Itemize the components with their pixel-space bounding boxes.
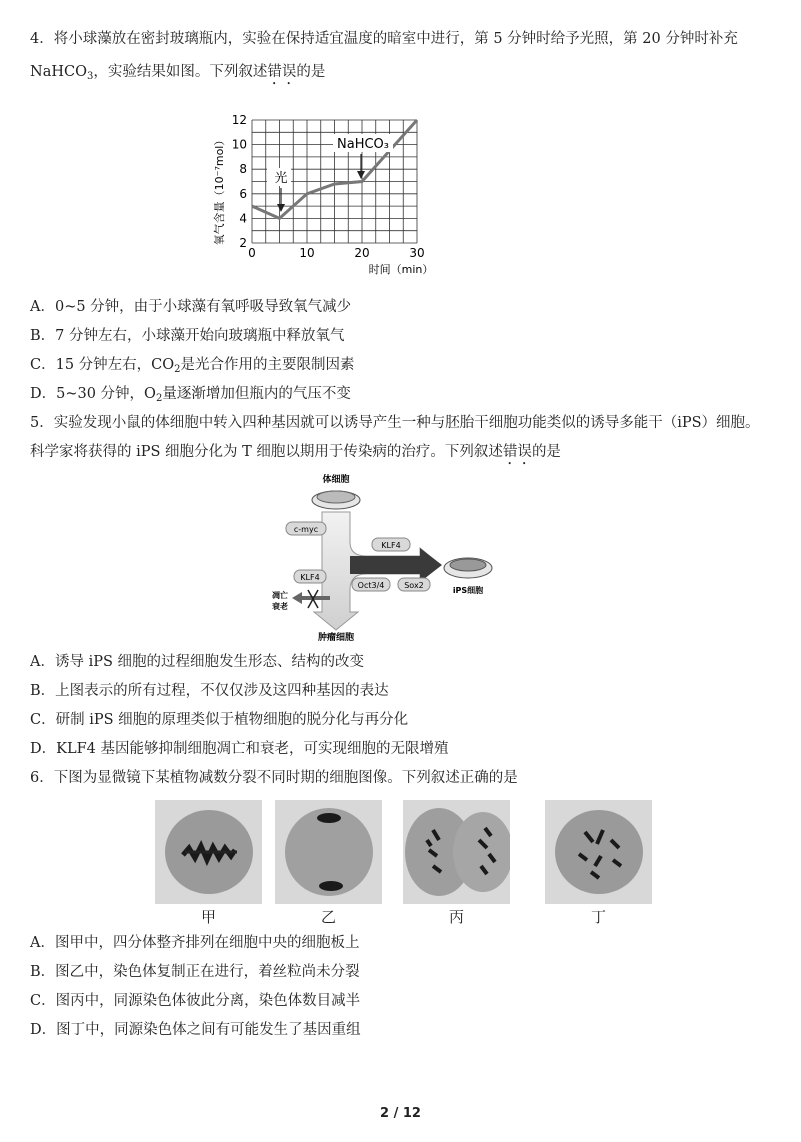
micrograph-jia <box>155 800 262 904</box>
cell-jia-image <box>155 800 262 904</box>
y-tick-label: 10 <box>231 137 247 152</box>
q6-option-d: D．图丁中，同源染色体之间有可能发生了基因重组 <box>30 1022 361 1038</box>
tumor-label: 肿瘤细胞 <box>317 633 355 643</box>
y-axis-label: 氧气含量（10⁻⁷mol） <box>213 134 226 246</box>
y-tick-label: 4 <box>239 211 247 226</box>
q5-option-a: A．诱导 iPS 细胞的过程细胞发生形态、结构的改变 <box>30 654 365 670</box>
option-text: 量逐渐增加但瓶内的气压不变 <box>162 386 351 402</box>
stem-text: ，实验结果如图。下列叙述 <box>93 64 268 80</box>
ips-arrow-head <box>420 548 442 582</box>
stem-text: 科学家将获得的 iPS 细胞分化为 T 细胞以期用于传染病的治疗。下列叙述 <box>30 444 503 460</box>
sox-label: Sox2 <box>404 581 424 590</box>
somatic-cell-label: 体细胞 <box>322 475 350 485</box>
stem-text: 的是 <box>296 64 326 80</box>
emphasis-text: 错误 <box>267 64 297 80</box>
q5-stem-line2 <box>30 442 561 468</box>
nahco3-annotation: NaHCO₃ <box>337 137 389 152</box>
klf4-top-label: KLF4 <box>381 541 401 550</box>
ips-diagram <box>270 470 505 645</box>
caption-yi: 乙 <box>320 908 336 926</box>
q5-stem-line1: 5．实验发现小鼠的体细胞中转入四种基因就可以诱导产生一种与胚胎干细胞功能类似的诱导多能干（iPS）细胞。 <box>30 415 760 431</box>
page-number: 2 / 12 <box>380 1106 421 1121</box>
option-text: 是光合作用的主要限制因素 <box>180 357 355 373</box>
q6-option-c: C．图丙中，同源染色体彼此分离，染色体数目减半 <box>30 993 361 1009</box>
ips-arrow-band <box>350 556 422 574</box>
klf4-left-label: KLF4 <box>300 573 320 582</box>
light-annotation: 光 <box>274 171 288 186</box>
ips-label: iPS细胞 <box>452 586 484 595</box>
subscript: 2 <box>155 393 163 404</box>
nahco3-text: NaHCO <box>30 64 87 80</box>
apoptosis-arrow-head <box>292 592 302 604</box>
q6-option-b: B．图乙中，染色体复制正在进行，着丝粒尚未分裂 <box>30 964 360 980</box>
q4-oxygen-chart <box>205 110 440 285</box>
y-tick-label: 8 <box>239 162 247 177</box>
option-text: C．15 分钟左右，CO <box>30 357 175 373</box>
q4-option-c <box>30 355 355 380</box>
x-tick-label: 10 <box>299 246 315 260</box>
y-tick-label: 6 <box>239 186 247 201</box>
q4-stem-line2 <box>30 62 325 88</box>
x-tick-label: 20 <box>354 246 370 260</box>
y-tick-label: 2 <box>239 236 247 250</box>
subscript: 2 <box>174 364 181 375</box>
cell-yi-image <box>275 800 382 904</box>
micrograph-yi <box>275 800 382 904</box>
q4-stem-line1: 4．将小球藻放在密封玻璃瓶内，实验在保持适宜温度的暗室中进行，第 5 分钟时给予光照，第 20 分钟时补充 <box>30 31 738 47</box>
subscript: 3 <box>86 71 94 82</box>
stem-text: 的是 <box>531 444 561 460</box>
q6-option-a: A．图甲中，四分体整齐排列在细胞中央的细胞板上 <box>30 935 360 951</box>
caption-ding: 丁 <box>590 908 606 926</box>
q4-option-a: A．0~5 分钟，由于小球藻有氧呼吸导致氧气减少 <box>30 299 352 315</box>
apoptosis-label: 凋亡 <box>272 591 288 600</box>
senescence-label: 衰老 <box>272 602 288 611</box>
x-axis-label: 时间（min） <box>368 263 434 276</box>
q5-option-b: B．上图表示的所有过程，不仅仅涉及这四种基因的表达 <box>30 683 389 699</box>
q6-stem: 6．下图为显微镜下某植物减数分裂不同时期的细胞图像。下列叙述正确的是 <box>30 770 518 786</box>
micrograph-ding <box>545 800 652 904</box>
q4-option-d <box>30 384 351 409</box>
cell-ding-image <box>545 800 652 904</box>
micrograph-bing <box>403 800 510 904</box>
emphasis-text: 错误 <box>502 444 532 460</box>
caption-jia: 甲 <box>200 908 216 926</box>
ips-dish-cells <box>450 559 486 571</box>
somatic-dish-cells <box>317 491 355 503</box>
cell-bing-image <box>403 800 510 904</box>
cmyc-label: c-myc <box>293 525 319 534</box>
oct-label: Oct3/4 <box>357 581 385 590</box>
q5-option-d: D．KLF4 基因能够抑制细胞凋亡和衰老，可实现细胞的无限增殖 <box>30 741 449 757</box>
y-tick-label: 12 <box>231 113 247 127</box>
option-text: D．5~30 分钟，O <box>30 386 156 402</box>
x-tick-label: 0 <box>248 246 256 260</box>
x-tick-label: 30 <box>409 246 425 260</box>
light-arrow-head <box>277 204 285 212</box>
q4-option-b: B．7 分钟左右，小球藻开始向玻璃瓶中释放氧气 <box>30 328 345 344</box>
caption-bing: 丙 <box>448 908 464 926</box>
q5-option-c: C．研制 iPS 细胞的原理类似于植物细胞的脱分化与再分化 <box>30 712 409 728</box>
